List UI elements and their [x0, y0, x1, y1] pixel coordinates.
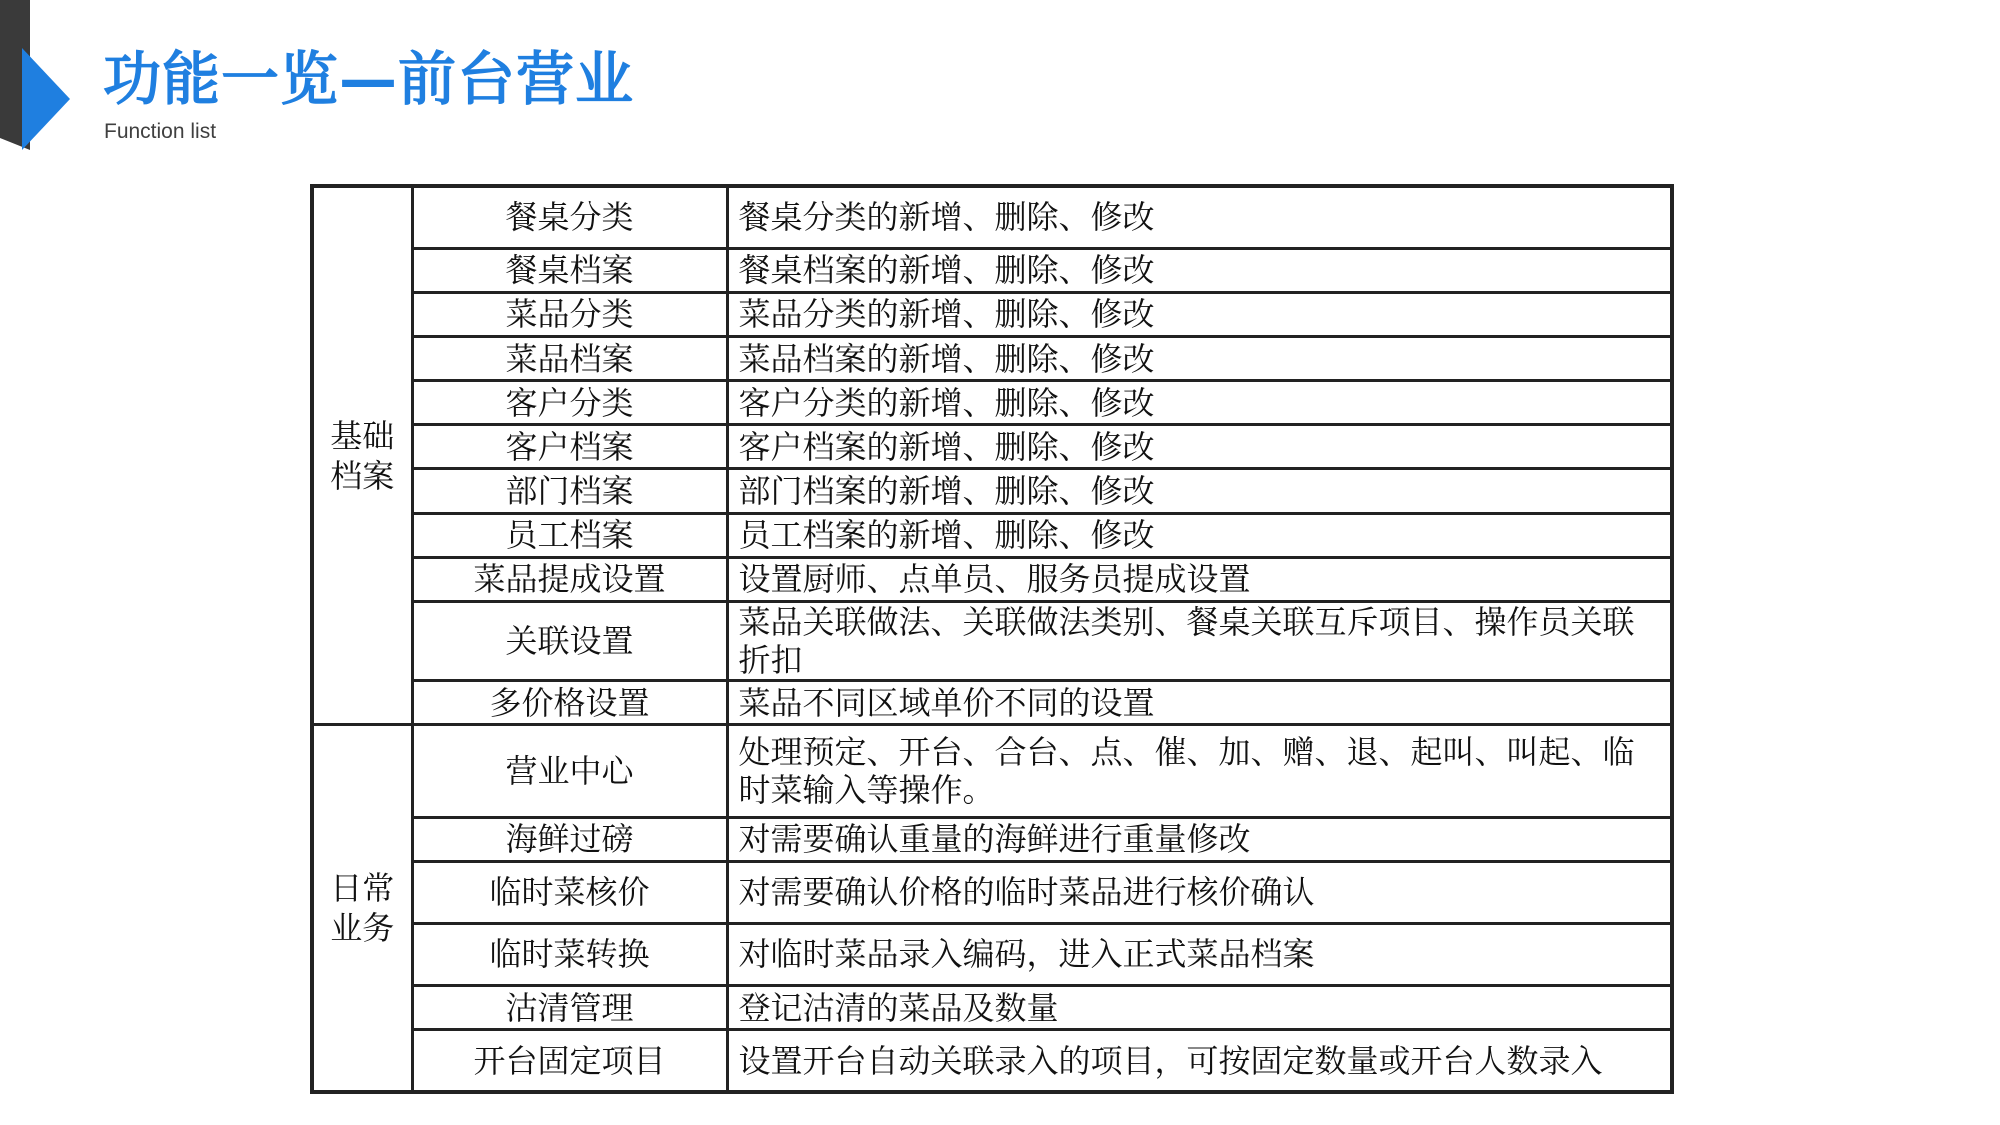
description-cell: 餐桌档案的新增、删除、修改: [727, 248, 1672, 292]
description-cell: 部门档案的新增、删除、修改: [727, 469, 1672, 513]
feature-cell: 关联设置: [412, 601, 727, 680]
description-cell: 客户档案的新增、删除、修改: [727, 425, 1672, 469]
feature-cell: 客户档案: [412, 425, 727, 469]
function-table: [310, 184, 1674, 1094]
table-row: [312, 986, 1672, 1030]
description-cell: 设置开台自动关联录入的项目，可按固定数量或开台人数录入: [727, 1030, 1672, 1092]
table-row: [312, 923, 1672, 985]
feature-cell: 员工档案: [412, 513, 727, 557]
description-cell: 处理预定、开台、合台、点、催、加、赠、退、起叫、叫起、临时菜输入等操作。: [727, 725, 1672, 817]
feature-cell: 沽清管理: [412, 986, 727, 1030]
table-row: [312, 425, 1672, 469]
feature-cell: 多价格设置: [412, 681, 727, 725]
table-row: [312, 381, 1672, 425]
feature-cell: 菜品档案: [412, 336, 727, 380]
table-row: [312, 1030, 1672, 1092]
description-cell: 设置厨师、点单员、服务员提成设置: [727, 557, 1672, 601]
table-row: [312, 513, 1672, 557]
description-cell: 菜品不同区域单价不同的设置: [727, 681, 1672, 725]
description-cell: 客户分类的新增、删除、修改: [727, 381, 1672, 425]
table-row: [312, 336, 1672, 380]
feature-cell: 部门档案: [412, 469, 727, 513]
description-cell: 对需要确认价格的临时菜品进行核价确认: [727, 861, 1672, 923]
feature-cell: 海鲜过磅: [412, 817, 727, 861]
table-row: [312, 292, 1672, 336]
group-label: 基础档案: [330, 416, 395, 495]
table-row: [312, 725, 1672, 817]
table-row: [312, 817, 1672, 861]
feature-cell: 菜品分类: [412, 292, 727, 336]
table-row: [312, 601, 1672, 680]
group-cell: [312, 186, 412, 725]
description-cell: 对临时菜品录入编码，进入正式菜品档案: [727, 923, 1672, 985]
description-cell: 员工档案的新增、删除、修改: [727, 513, 1672, 557]
table-row: [312, 469, 1672, 513]
description-cell: 登记沽清的菜品及数量: [727, 986, 1672, 1030]
description-cell: 菜品关联做法、关联做法类别、餐桌关联互斥项目、操作员关联折扣: [727, 601, 1672, 680]
feature-cell: 临时菜转换: [412, 923, 727, 985]
page-subtitle: Function list: [104, 120, 217, 143]
table-row: [312, 861, 1672, 923]
table-row: [312, 248, 1672, 292]
description-cell: 餐桌分类的新增、删除、修改: [727, 186, 1672, 248]
feature-cell: 客户分类: [412, 381, 727, 425]
corner-arrow-decoration: [0, 0, 80, 150]
feature-cell: 餐桌分类: [412, 186, 727, 248]
feature-cell: 营业中心: [412, 725, 727, 817]
feature-cell: 临时菜核价: [412, 861, 727, 923]
description-cell: 菜品档案的新增、删除、修改: [727, 336, 1672, 380]
feature-cell: 开台固定项目: [412, 1030, 727, 1092]
group-cell: [312, 725, 412, 1092]
description-cell: 对需要确认重量的海鲜进行重量修改: [727, 817, 1672, 861]
table-row: [312, 557, 1672, 601]
table-row: [312, 186, 1672, 248]
group-label: 日常业务: [330, 869, 395, 948]
page-title: 功能一览—前台营业: [103, 45, 635, 113]
feature-cell: 菜品提成设置: [412, 557, 727, 601]
table-row: [312, 681, 1672, 725]
description-cell: 菜品分类的新增、删除、修改: [727, 292, 1672, 336]
feature-cell: 餐桌档案: [412, 248, 727, 292]
